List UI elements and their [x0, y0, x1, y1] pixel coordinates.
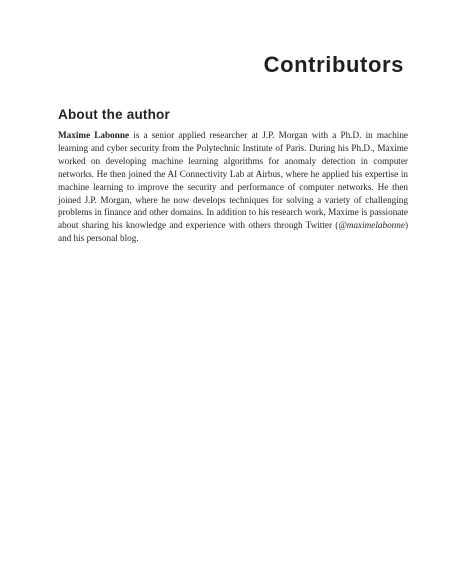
section-heading-about-author: About the author	[58, 107, 170, 122]
twitter-handle: @maximelabonne	[338, 220, 405, 231]
author-name: Maxime Labonne	[58, 130, 130, 140]
bio-text-end: ) and his personal blog.	[58, 220, 408, 244]
author-bio-paragraph	[58, 129, 408, 245]
bio-text-main: is a senior applied researcher at J.P. Morgan with a Ph.D. in machine learning and cyber security from the Polytechnic Institute of Paris. During his Ph.D., Maxime worked on developing machine learning algorithms for anomaly detection in computer networks. He then joined the AI Connectivity Lab at Airbus, where he applied his expertise in machine learning to improve the security and performance of computer networks. He then joined J.P. Morgan, where he now develops techniques for solving a variety of challenging problems in finance and other domains. In addition to his research work, Maxime is passionate about sharing his knowledge and experience with others through Twitter (	[58, 130, 408, 231]
chapter-title: Contributors	[263, 52, 404, 77]
